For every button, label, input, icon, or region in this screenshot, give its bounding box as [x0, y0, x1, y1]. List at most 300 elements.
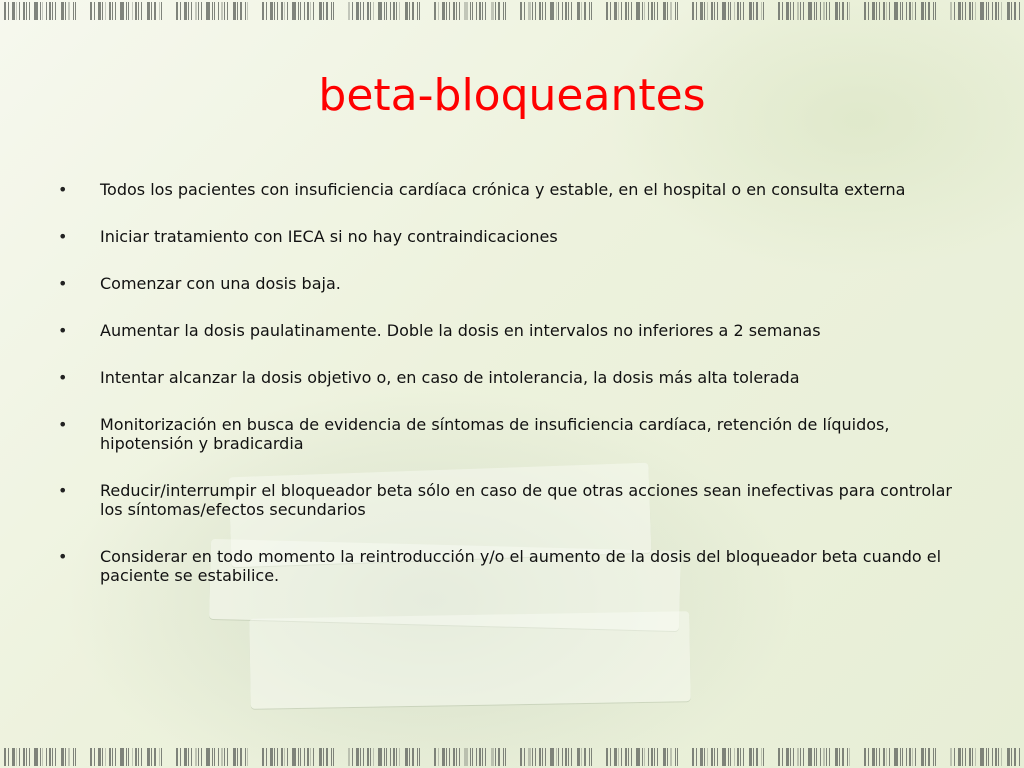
barcode-bar: [453, 748, 455, 766]
barcode-bar: [808, 748, 812, 766]
bullet-text: Reducir/interrumpir el bloqueador beta sólo en caso de que otras acciones sean inefectivas para controlar los síntomas/efectos secundarios: [100, 481, 952, 519]
barcode-bar: [393, 2, 395, 20]
barcode-bar: [868, 748, 869, 766]
barcode-bar: [969, 2, 971, 20]
barcode-bar: [925, 2, 926, 20]
barcode-bar: [786, 2, 789, 20]
barcode-bar: [902, 2, 903, 20]
barcode-bar: [212, 2, 213, 20]
barcode-bar: [227, 748, 228, 766]
barcode-bar: [456, 748, 457, 766]
barcode-bar: [105, 2, 106, 20]
barcode-bar: [753, 748, 754, 766]
barcode-bar: [786, 748, 789, 766]
barcode-bar: [126, 748, 127, 766]
barcode-bar: [360, 2, 361, 20]
barcode-bar: [206, 748, 210, 766]
barcode-bar: [1011, 748, 1012, 766]
barcode-bar: [842, 2, 844, 20]
barcode-bar: [201, 2, 202, 20]
barcode-bar: [826, 748, 827, 766]
barcode-bar: [610, 748, 611, 766]
barcode-bar: [876, 2, 877, 20]
barcode-bar: [835, 2, 838, 20]
barcode-bar: [654, 2, 655, 20]
barcode-bar: [201, 748, 202, 766]
barcode-bar: [284, 2, 285, 20]
bullet-marker: •: [58, 321, 68, 340]
barcode-bar: [212, 748, 213, 766]
barcode-bar: [412, 748, 414, 766]
barcode-bar: [562, 748, 563, 766]
barcode-bar: [73, 748, 74, 766]
barcode-bar: [535, 748, 536, 766]
barcode-bar: [304, 2, 305, 20]
barcode-bar: [992, 748, 993, 766]
barcode-bar: [180, 2, 181, 20]
barcode-bar: [98, 2, 101, 20]
barcode-bar: [628, 748, 629, 766]
barcode-bar: [112, 748, 113, 766]
bullet-item: [55, 368, 975, 387]
barcode-bar: [459, 748, 460, 766]
barcode-bar: [12, 2, 15, 20]
barcode-bar: [700, 2, 703, 20]
barcode-bar: [266, 748, 267, 766]
barcode-bar: [109, 748, 111, 766]
barcode-bar: [568, 2, 569, 20]
barcode-bar: [894, 2, 898, 20]
barcode-bar: [240, 2, 242, 20]
bullet-item: [55, 481, 975, 519]
barcode-bar: [814, 748, 815, 766]
barcode-bar: [90, 748, 92, 766]
barcode-bar: [491, 2, 494, 20]
barcode-bar: [105, 748, 106, 766]
barcode-bar: [464, 748, 468, 766]
barcode-bar: [642, 748, 643, 766]
barcode-bar: [46, 748, 47, 766]
barcode-bar: [120, 2, 124, 20]
barcode-bar: [900, 2, 901, 20]
bullet-item: [55, 547, 975, 585]
barcode-bar: [449, 2, 450, 20]
barcode-bar: [849, 2, 850, 20]
barcode-bar: [591, 2, 592, 20]
bullet-text: Iniciar tratamiento con IECA si no hay contraindicaciones: [100, 227, 558, 246]
barcode-bar: [581, 748, 582, 766]
barcode-bar: [233, 748, 236, 766]
barcode-bar: [75, 748, 76, 766]
barcode-bar: [237, 2, 238, 20]
barcode-bar: [667, 2, 668, 20]
barcode-bar: [975, 748, 976, 766]
barcode-bar: [274, 748, 275, 766]
barcode-bar: [962, 2, 963, 20]
barcode-bar: [550, 748, 554, 766]
barcode-bar: [240, 748, 242, 766]
barcode-bar: [300, 2, 301, 20]
barcode-bar: [159, 748, 160, 766]
barcode-bar: [839, 748, 840, 766]
barcode-bar: [456, 2, 457, 20]
barcode-bar: [434, 748, 436, 766]
barcode-bar: [19, 748, 20, 766]
barcode-bar: [921, 748, 924, 766]
barcode-bar: [763, 2, 764, 20]
barcode-bar: [722, 748, 726, 766]
barcode-bar: [505, 2, 506, 20]
barcode-bar: [367, 2, 369, 20]
barcode-bar: [565, 2, 567, 20]
barcode-bar: [558, 2, 559, 20]
barcode-bar: [928, 748, 930, 766]
barcode-bar: [409, 748, 410, 766]
barcode-bar: [46, 2, 47, 20]
barcode-bar: [115, 748, 116, 766]
barcode-bar: [954, 748, 955, 766]
barcode-bar: [692, 2, 694, 20]
barcode-bar: [154, 2, 156, 20]
barcode-bar: [360, 748, 361, 766]
barcode-bar: [34, 748, 38, 766]
barcode-bar: [823, 2, 825, 20]
barcode-bar: [102, 2, 103, 20]
barcode-bar: [790, 2, 791, 20]
barcode-bar: [23, 2, 25, 20]
barcode-bar: [141, 748, 142, 766]
barcode-bar: [692, 748, 694, 766]
barcode-bar: [419, 748, 420, 766]
barcode-bar: [495, 2, 496, 20]
barcode-bar: [277, 748, 278, 766]
barcode-bar: [995, 748, 997, 766]
barcode-bar: [577, 2, 580, 20]
barcode-bar: [141, 2, 142, 20]
barcode-bar: [581, 2, 582, 20]
barcode-bar: [373, 748, 374, 766]
barcode-bar: [323, 748, 324, 766]
barcode-bar: [482, 2, 483, 20]
barcode-bar: [704, 2, 705, 20]
barcode-bar: [49, 2, 51, 20]
barcode-bar: [472, 748, 473, 766]
barcode-bar: [310, 748, 311, 766]
bullet-text: Considerar en todo momento la reintroducción y/o el aumento de la dosis del bloqueador beta cuando el paciente se estabilice.: [100, 547, 942, 585]
barcode-bar: [711, 2, 713, 20]
barcode-bar: [218, 2, 219, 20]
barcode-bar: [528, 2, 531, 20]
barcode-bar: [614, 2, 617, 20]
barcode-bar: [479, 748, 481, 766]
barcode-bar: [814, 2, 815, 20]
barcode-bar: [378, 2, 382, 20]
barcode-bar: [651, 748, 653, 766]
barcode-bar: [864, 2, 866, 20]
barcode-bar: [61, 2, 64, 20]
barcode-bar: [980, 748, 984, 766]
barcode-bar: [323, 2, 324, 20]
barcode-bar: [147, 2, 150, 20]
barcode-bar: [65, 2, 66, 20]
barcode-bar: [730, 2, 731, 20]
barcode-bar: [761, 748, 762, 766]
barcode-bar: [16, 748, 17, 766]
bullet-marker: •: [58, 368, 68, 387]
barcode-bar: [191, 748, 192, 766]
barcode-bar: [520, 2, 522, 20]
barcode-bar: [333, 748, 334, 766]
barcode-bar: [631, 2, 632, 20]
barcode-bar: [331, 2, 332, 20]
barcode-bar: [734, 2, 735, 20]
barcode-bar: [823, 748, 825, 766]
barcode-bar: [743, 748, 744, 766]
barcode-bar: [663, 2, 666, 20]
barcode-bar: [577, 748, 580, 766]
barcode-bar: [42, 748, 43, 766]
barcode-bar: [198, 748, 199, 766]
barcode-bar: [606, 2, 608, 20]
barcode-bar: [348, 2, 350, 20]
barcode-bar: [503, 2, 504, 20]
barcode-bar: [756, 2, 758, 20]
barcode-bar: [498, 2, 500, 20]
barcode-bar: [542, 748, 543, 766]
barcode-bar: [889, 2, 890, 20]
barcode-bar: [65, 748, 66, 766]
barcode-bar: [132, 2, 133, 20]
barcode-bar: [449, 748, 450, 766]
barcode-bar: [112, 2, 113, 20]
barcode-bar: [29, 748, 30, 766]
barcode-bar: [749, 2, 752, 20]
barcode-bar: [988, 2, 989, 20]
bullet-item: [55, 180, 975, 199]
barcode-bar: [829, 748, 830, 766]
barcode-bar: [40, 2, 41, 20]
barcode-bar: [950, 748, 952, 766]
barcode-bar: [958, 748, 961, 766]
barcode-bar: [886, 2, 887, 20]
barcode-bar: [4, 748, 6, 766]
barcode-bar: [313, 748, 314, 766]
bullet-marker: •: [58, 274, 68, 293]
barcode-bar: [491, 748, 494, 766]
barcode-bar: [284, 748, 285, 766]
barcode-bar: [677, 2, 678, 20]
barcode-bar: [972, 748, 973, 766]
barcode-bar: [292, 748, 296, 766]
barcode-bar: [872, 2, 875, 20]
barcode-bar: [55, 748, 56, 766]
barcode-bar: [722, 2, 726, 20]
barcode-bar: [214, 748, 215, 766]
barcode-bar: [26, 2, 27, 20]
barcode-bar: [419, 2, 420, 20]
barcode-bar: [472, 2, 473, 20]
barcode-bar: [803, 2, 804, 20]
barcode-bar: [1019, 2, 1020, 20]
bullet-item: [55, 274, 975, 293]
barcode-bar: [476, 748, 477, 766]
barcode-bar: [442, 748, 445, 766]
barcode-bar: [399, 748, 400, 766]
barcode-bar: [591, 748, 592, 766]
barcode-bar: [386, 748, 387, 766]
bullet-text: Intentar alcanzar la dosis objetivo o, en caso de intolerancia, la dosis más alta tolerada: [100, 368, 800, 387]
barcode-bar: [610, 2, 611, 20]
barcode-bar: [8, 748, 9, 766]
barcode-bar: [670, 748, 672, 766]
barcode-bar: [270, 2, 273, 20]
barcode-bar: [663, 748, 666, 766]
barcode-bar: [503, 748, 504, 766]
barcode-bar: [847, 2, 848, 20]
barcode-bar: [778, 748, 780, 766]
bullet-list: [55, 180, 975, 613]
barcode-bar: [998, 748, 999, 766]
barcode-bar: [756, 748, 758, 766]
barcode-bar: [539, 748, 541, 766]
barcode-bar: [636, 2, 640, 20]
barcode-bar: [524, 2, 525, 20]
barcode-bar: [571, 2, 572, 20]
barcode-bar: [262, 748, 264, 766]
barcode-bar: [348, 748, 350, 766]
barcode-bar: [872, 748, 875, 766]
barcode-bar: [763, 748, 764, 766]
barcode-bar: [714, 2, 715, 20]
barcode-bar: [459, 2, 460, 20]
barcode-bar: [495, 748, 496, 766]
barcode-bar: [820, 748, 821, 766]
bullet-item: [55, 321, 975, 340]
barcode-bar: [319, 748, 322, 766]
barcode-bar: [915, 748, 916, 766]
barcode-bar: [800, 748, 801, 766]
barcode-bar: [412, 2, 414, 20]
barcode-bar: [19, 2, 20, 20]
barcode-bar: [657, 748, 658, 766]
barcode-bar: [356, 748, 359, 766]
barcode-bar: [618, 2, 619, 20]
barcode-bar: [138, 748, 139, 766]
bullet-marker: •: [58, 180, 68, 199]
barcode-bar: [933, 748, 934, 766]
barcode-bar: [147, 748, 150, 766]
barcode-bar: [644, 748, 645, 766]
barcode-bar: [1007, 748, 1010, 766]
barcode-bar: [800, 2, 801, 20]
barcode-bar: [711, 748, 713, 766]
barcode-bar: [195, 2, 197, 20]
barcode-bar: [568, 748, 569, 766]
barcode-bar: [417, 2, 418, 20]
barcode-bar: [224, 2, 225, 20]
barcode-bar: [206, 2, 210, 20]
barcode-bar: [438, 748, 439, 766]
barcode-bar: [631, 748, 632, 766]
barcode-bar: [245, 2, 246, 20]
barcode-bar: [556, 748, 557, 766]
barcode-bar: [331, 748, 332, 766]
barcode-bar: [393, 748, 395, 766]
barcode-bar: [195, 748, 197, 766]
barcode-bar: [965, 748, 966, 766]
barcode-bar: [962, 748, 963, 766]
barcode-bar: [326, 2, 328, 20]
barcode-bar: [352, 2, 353, 20]
barcode-bar: [621, 748, 622, 766]
barcode-bar: [227, 2, 228, 20]
barcode-bar: [628, 2, 629, 20]
barcode-bar: [287, 748, 288, 766]
barcode-bar: [550, 2, 554, 20]
barcode-bar: [161, 2, 162, 20]
barcode-bar: [405, 748, 408, 766]
barcode-bar: [49, 748, 51, 766]
barcode-bar: [214, 2, 215, 20]
barcode-bar: [717, 2, 718, 20]
barcode-bar: [902, 748, 903, 766]
barcode-bar: [1014, 748, 1016, 766]
barcode-bar: [476, 2, 477, 20]
barcode-bar: [498, 748, 500, 766]
barcode-bar: [75, 2, 76, 20]
barcode-bar: [370, 2, 371, 20]
barcode-bar: [73, 2, 74, 20]
barcode-bar: [749, 748, 752, 766]
barcode-bar: [986, 2, 987, 20]
barcode-bar: [642, 2, 643, 20]
barcode-bar: [826, 2, 827, 20]
barcode-bar: [1007, 2, 1010, 20]
barcode-bar: [912, 748, 913, 766]
barcode-bar: [696, 748, 697, 766]
barcode-bar: [184, 748, 187, 766]
barcode-bar: [356, 2, 359, 20]
barcode-bar: [998, 2, 999, 20]
barcode-bar: [606, 748, 608, 766]
barcode-bar: [396, 748, 397, 766]
bullet-marker: •: [58, 481, 68, 500]
barcode-bar: [584, 2, 586, 20]
barcode-bar: [68, 2, 70, 20]
barcode-bar: [94, 748, 95, 766]
barcode-bar: [310, 2, 311, 20]
barcode-bar: [159, 2, 160, 20]
bullet-item: [55, 227, 975, 246]
barcode-bar: [621, 2, 622, 20]
bullet-text: Comenzar con una dosis baja.: [100, 274, 341, 293]
barcode-bar: [954, 2, 955, 20]
barcode-bar: [935, 2, 936, 20]
barcode-bar: [797, 2, 799, 20]
barcode-bar: [245, 748, 246, 766]
barcode-bar: [849, 748, 850, 766]
barcode-bar: [839, 2, 840, 20]
barcode-bar: [1001, 2, 1002, 20]
barcode-bar: [558, 748, 559, 766]
barcode-bar: [730, 748, 731, 766]
barcode-bar: [446, 2, 447, 20]
bullet-text: Aumentar la dosis paulatinamente. Doble la dosis en intervalos no inferiores a 2 semanas: [100, 321, 821, 340]
barcode-bar: [1001, 748, 1002, 766]
barcode-bar: [12, 748, 15, 766]
barcode-bar: [651, 2, 653, 20]
barcode-bar: [657, 2, 658, 20]
